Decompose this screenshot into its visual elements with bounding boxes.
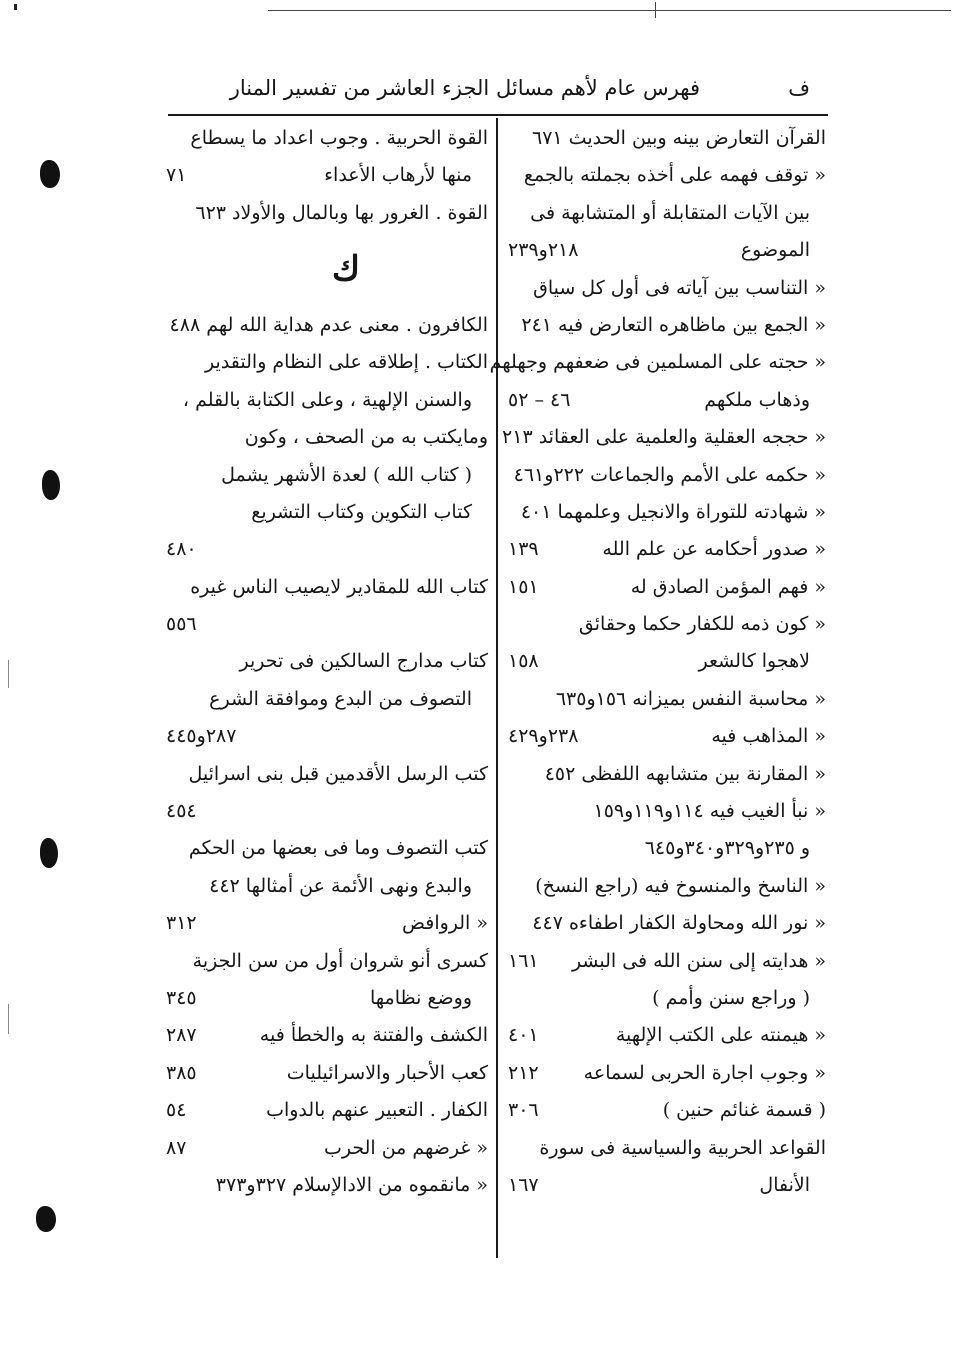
entry-text: ووضع نظامها	[369, 987, 472, 1009]
entry-text: كتب الرسل الأقدمين قبل بنى اسرائيل	[188, 762, 488, 785]
index-entry	[508, 756, 826, 793]
index-entry	[166, 120, 488, 157]
entry-text: ومايكتب به من الصحف ، وكون	[244, 426, 488, 449]
index-entry	[508, 531, 826, 568]
entry-text: و ٢٣٥و٣٢٩و٣٤٠و٦٤٥	[644, 837, 810, 860]
index-entry	[166, 830, 488, 867]
entry-text: « محاسبة النفس بميزانه ١٥٦و٦٣٥	[555, 687, 826, 710]
entry-text: « هيمنته على الكتب الإلهية	[615, 1024, 826, 1047]
entry-text: القرآن التعارض بينه وبين الحديث ٦٧١	[532, 127, 826, 149]
index-entry	[508, 718, 826, 755]
entry-text: « حكمه على الأمم والجماعات ٢٢٢و٤٦١	[513, 463, 826, 486]
page-ref: ١٦١	[508, 949, 539, 972]
index-entry	[166, 419, 488, 456]
index-entry	[166, 382, 488, 419]
index-entry	[508, 270, 826, 307]
entry-text: الكشف والفتنة به والخطأ فيه	[259, 1024, 488, 1047]
index-entry	[508, 157, 826, 194]
page-ref: ٣٠٦	[508, 1099, 539, 1122]
section-letter: ك	[331, 249, 360, 290]
page-header	[229, 68, 810, 108]
header-rule	[168, 114, 828, 116]
index-entry	[508, 830, 826, 867]
entry-text: بين الآيات المتقابلة أو المتشابهة فى	[530, 201, 810, 224]
index-entry	[166, 1055, 488, 1092]
entry-text: منها لأرهاب الأعداء	[324, 164, 472, 187]
page-ref: ٥٤	[166, 1099, 187, 1122]
index-entry	[166, 606, 488, 643]
entry-text: الأنفال	[759, 1173, 810, 1196]
index-entry	[166, 1167, 488, 1204]
index-entry	[508, 606, 826, 643]
page-ref: ٣١٢	[166, 912, 197, 935]
index-entry	[508, 120, 826, 157]
index-entry	[166, 943, 488, 980]
index-entry	[166, 494, 488, 531]
index-entry	[508, 943, 826, 980]
entry-text: ( وراجع سنن وأمم )	[652, 986, 810, 1009]
entry-text: ( قسمة غنائم حنين )	[662, 1099, 826, 1122]
entry-text: « توقف فهمه على أخذه بجملته بالجمع	[523, 164, 826, 187]
index-entry	[166, 1092, 488, 1129]
entry-text: كتاب الله للمقادير لايصيب الناس غيره	[190, 575, 488, 598]
index-entry	[166, 307, 488, 344]
ink-blot	[40, 838, 58, 868]
entry-text: « نبأ الغيب فيه ١١٤و١١٩و١٥٩	[593, 800, 826, 823]
entry-text: « المقارنة بين متشابهه اللفظى ٤٥٢	[544, 762, 826, 785]
entry-text: « حججه العقلية والعلمية على العقائد ٢١٣	[502, 426, 826, 449]
index-entry	[508, 905, 826, 942]
index-entry	[166, 1017, 488, 1054]
index-entry	[166, 980, 488, 1017]
entry-text: « شهادته للتوراة والانجيل وعلمهما ٤٠١	[520, 500, 826, 523]
page-letter: ف	[788, 76, 810, 100]
top-rule-tick	[655, 2, 656, 18]
page-ref: ٢١٨و٢٣٩	[508, 239, 579, 262]
index-entry	[166, 569, 488, 606]
entry-text: كسرى أنو شروان أول من سن الجزية	[192, 949, 488, 972]
entry-text: القواعد الحربية والسياسية فى سورة	[539, 1136, 826, 1159]
entry-text: « فهم المؤمن الصادق له	[630, 575, 826, 598]
entry-text: « الروافض	[401, 912, 488, 935]
index-entry	[508, 1130, 826, 1167]
entry-text: « المذاهب فيه	[711, 725, 826, 748]
entry-text: كعب الأحبار والاسرائيليات	[286, 1061, 488, 1084]
page-ref: ١٦٧	[508, 1173, 539, 1196]
ink-blot	[42, 470, 60, 500]
ink-blot	[36, 1206, 56, 1232]
page-ref: ٢٨٧و٤٤٥	[166, 725, 237, 748]
index-entry	[508, 868, 826, 905]
entry-text: « صدور أحكامه عن علم الله	[602, 538, 826, 561]
entry-text: « الجمع بين ماظاهره التعارض فيه ٢٤١	[521, 313, 826, 336]
index-entry	[508, 382, 826, 419]
entry-text: ( كتاب الله ) لعدة الأشهر يشمل	[221, 463, 472, 486]
index-entry	[508, 457, 826, 494]
entry-text: كتاب التكوين وكتاب التشريع	[251, 500, 472, 523]
scan-streak	[8, 660, 9, 688]
entry-text: « كون ذمه للكفار حكما وحقائق	[578, 613, 826, 636]
page-ref: ٨٧	[166, 1136, 187, 1159]
page-ref: ٣٤٥	[166, 987, 197, 1009]
index-entry	[166, 344, 488, 381]
index-column-right	[489, 120, 826, 1204]
entry-text: القوة الحربية . وجوب اعداد ما يسطاع	[190, 127, 488, 149]
entry-text: القوة . الغرور بها وبالمال والأولاد ٦٢٣	[195, 201, 488, 224]
page-ref: ٢١٢	[508, 1061, 539, 1084]
index-entry	[166, 1130, 488, 1167]
index-entry	[508, 980, 826, 1017]
entry-text: « التناسب بين آياته فى أول كل سياق	[533, 276, 826, 299]
index-entry	[166, 681, 488, 718]
index-entry	[508, 195, 826, 232]
entry-text: كتب التصوف وما فى بعضها من الحكم	[188, 837, 488, 860]
page-ref: ٧١	[166, 164, 187, 187]
entry-text: وذهاب ملكهم	[704, 388, 810, 411]
page-ref: ٣٨٥	[166, 1061, 197, 1084]
entry-text: والبدع ونهى الأئمة عن أمثالها ٤٤٢	[209, 874, 472, 897]
index-entry	[508, 681, 826, 718]
page-ref: ١٥١	[508, 575, 539, 598]
page-ref: ٢٣٨و٤٢٩	[508, 725, 579, 748]
index-entry	[166, 643, 488, 680]
entry-text: « مانقموه من الادالإسلام ٣٢٧و٣٧٣	[215, 1173, 488, 1196]
entry-text: « حجته على المسلمين فى ضعفهم وجهلهم	[489, 351, 826, 374]
index-entry	[508, 1167, 826, 1204]
entry-text: « غرضهم من الحرب	[323, 1136, 488, 1159]
column-divider	[496, 118, 498, 1258]
page-ref: ٤٠١	[508, 1024, 539, 1047]
index-entry	[508, 307, 826, 344]
entry-text: « الناسخ والمنسوخ فيه (راجع النسخ)	[535, 874, 826, 897]
page-ref: ١٣٩	[508, 538, 539, 561]
index-entry	[166, 531, 488, 568]
entry-text: والسنن الإلهية ، وعلى الكتابة بالقلم ،	[182, 388, 472, 411]
page-ref: ٤٨٠	[166, 538, 197, 561]
corner-mark	[14, 4, 17, 10]
page-ref: ٤٥٤	[166, 800, 197, 823]
entry-text: التصوف من البدع وموافقة الشرع	[209, 687, 472, 710]
index-entry	[508, 643, 826, 680]
index-entry	[508, 1055, 826, 1092]
index-entry	[489, 344, 826, 381]
entry-text: « نور الله ومحاولة الكفار اطفاءه ٤٤٧	[532, 912, 826, 935]
index-entry	[508, 569, 826, 606]
entry-text: الموضوع	[740, 239, 810, 262]
index-entry	[508, 232, 826, 269]
page-ref: ٤٦ – ٥٢	[508, 388, 571, 411]
entry-text: الكفار . التعبير عنهم بالدواب	[266, 1099, 488, 1122]
entry-text: الكتاب . إطلاقه على النظام والتقدير	[205, 351, 488, 374]
page-ref: ٥٥٦	[166, 613, 197, 636]
entry-text: « وجوب اجارة الحربى لسماعه	[583, 1061, 826, 1084]
index-entry	[508, 1092, 826, 1129]
entry-text: لاهجوا كالشعر	[698, 650, 810, 673]
index-entry	[508, 494, 826, 531]
index-entry	[166, 157, 488, 194]
page-title: فهرس عام لأهم مسائل الجزء العاشر من تفسير المنار	[229, 76, 700, 100]
index-entry	[508, 793, 826, 830]
index-entry	[502, 419, 826, 456]
top-rule	[268, 10, 951, 11]
scan-streak	[8, 1004, 9, 1034]
index-entry	[166, 793, 488, 830]
index-entry	[166, 195, 488, 232]
entry-text: الكافرون . معنى عدم هداية الله لهم ٤٨٨	[169, 313, 488, 336]
page-ref: ١٥٨	[508, 650, 539, 673]
ink-blot	[40, 160, 60, 188]
index-entry	[166, 718, 488, 755]
index-entry	[166, 868, 488, 905]
entry-text: كتاب مدارج السالكين فى تحرير	[239, 650, 488, 673]
index-entry	[166, 756, 488, 793]
page-ref: ٢٨٧	[166, 1024, 197, 1047]
index-column-left	[166, 120, 488, 1204]
index-entry	[508, 1017, 826, 1054]
index-entry	[166, 457, 488, 494]
index-entry	[166, 905, 488, 942]
entry-text: « هدايته إلى سنن الله فى البشر	[571, 949, 826, 972]
